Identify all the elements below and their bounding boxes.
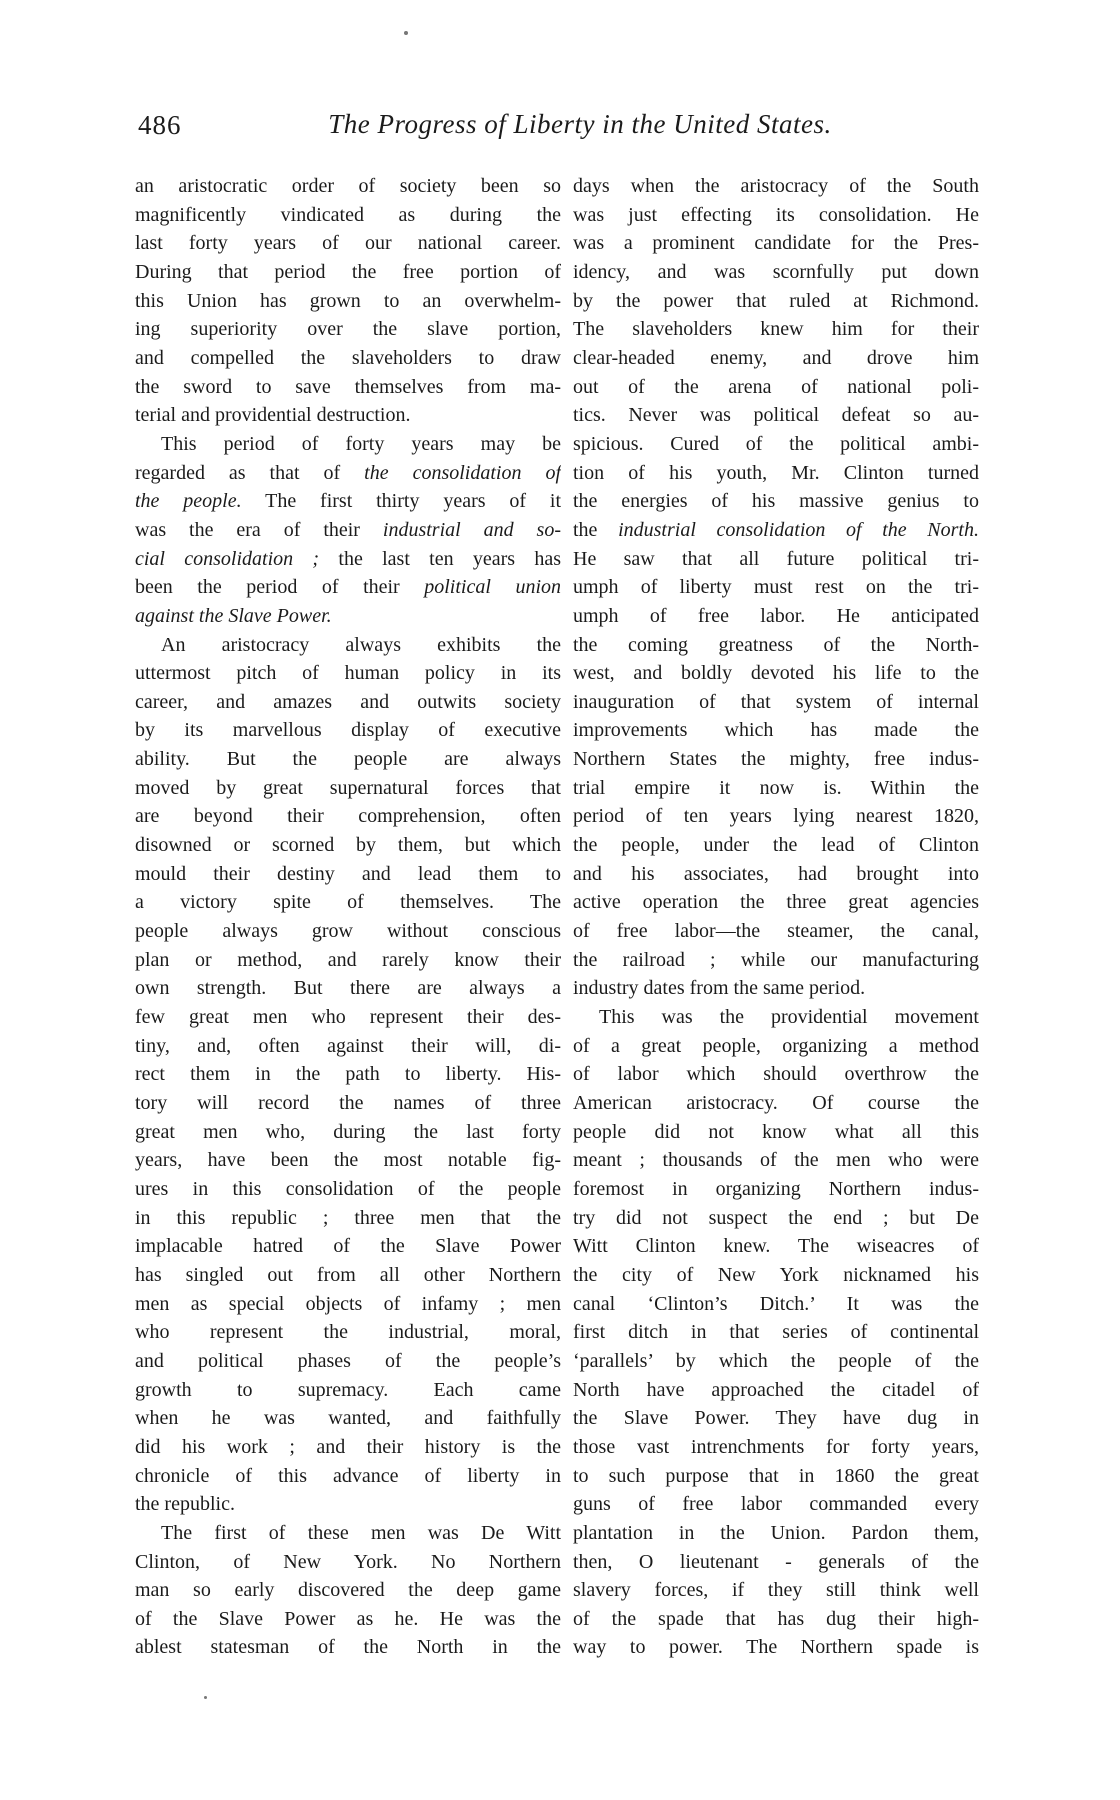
- text-line: are beyond their comprehension, often: [135, 805, 561, 828]
- text-line: first ditch in that series of continental: [573, 1321, 979, 1344]
- text-line: and political phases of the people’s: [135, 1349, 561, 1372]
- text-line: out of the arena of national poli-: [573, 375, 979, 398]
- text-line: own strength. But there are always a: [135, 977, 561, 1000]
- text-line: tiny, and, often against their will, di-: [135, 1034, 561, 1057]
- text-line: ures in this consolidation of the people: [135, 1177, 561, 1200]
- text-line: active operation the three great agencies: [573, 891, 979, 914]
- text-line: try did not suspect the end ; but De: [573, 1206, 979, 1229]
- text-line: slavery forces, if they still think well: [573, 1579, 979, 1602]
- text-line: when he was wanted, and faithfully: [135, 1407, 561, 1430]
- text-line: This period of forty years may be: [161, 432, 561, 455]
- text-line: great men who, during the last forty: [135, 1120, 561, 1143]
- text-line: chronicle of this advance of liberty in: [135, 1464, 561, 1487]
- text-line: ablest statesman of the North in the: [135, 1636, 561, 1659]
- text-line: improvements which has made the: [573, 719, 979, 742]
- text-line: uttermost pitch of human policy in its: [135, 662, 561, 685]
- text-line: against the Slave Power.: [135, 604, 332, 627]
- text-line: few great men who represent their des-: [135, 1006, 561, 1029]
- running-title: The Progress of Liberty in the United States.: [328, 109, 832, 139]
- text-line: magnificently vindicated as during the: [135, 203, 561, 226]
- text-line: cial consolidation ; the last ten years has: [135, 547, 561, 570]
- text-line: foremost in organizing Northern indus-: [573, 1177, 979, 1200]
- text-line: Clinton, of New York. No Northern: [135, 1550, 561, 1573]
- text-line: of the Slave Power as he. He was the: [135, 1607, 561, 1630]
- text-line: This was the providential movement: [599, 1006, 979, 1029]
- text-line: moved by great supernatural forces that: [135, 776, 561, 799]
- text-line: ability. But the people are always: [135, 748, 561, 771]
- text-line: by its marvellous display of executive: [135, 719, 561, 742]
- text-line: days when the aristocracy of the South: [573, 175, 979, 197]
- text-line: in this republic ; three men that the: [135, 1206, 561, 1229]
- text-line: the people, under the lead of Clinton: [573, 834, 979, 857]
- text-line: was the era of their industrial and so-: [135, 518, 561, 541]
- text-line: canal ‘Clinton’s Ditch.’ It was the: [573, 1292, 979, 1315]
- text-line: way to power. The Northern spade is: [573, 1636, 979, 1659]
- text-line: the people. The first thirty years of it: [135, 490, 561, 513]
- text-line: disowned or scorned by them, but which: [135, 834, 561, 857]
- text-line: this Union has grown to an overwhelm-: [135, 289, 561, 312]
- text-line: to such purpose that in 1860 the great: [573, 1464, 979, 1487]
- text-line: was a prominent candidate for the Pres-: [573, 232, 979, 255]
- text-line: the energies of his massive genius to: [573, 490, 979, 513]
- text-line: did his work ; and their history is the: [135, 1435, 561, 1458]
- text-line: and compelled the slaveholders to draw: [135, 346, 561, 369]
- text-line: the railroad ; while our manufacturing: [573, 948, 979, 971]
- text-line: ing superiority over the slave portion,: [135, 318, 561, 341]
- text-line: has singled out from all other Northern: [135, 1263, 561, 1286]
- text-line: trial empire it now is. Within the: [573, 776, 979, 799]
- text-line: ‘parallels’ by which the people of the: [573, 1349, 979, 1372]
- text-line: and his associates, had brought into: [573, 862, 979, 885]
- text-line: The first of these men was De Witt: [161, 1521, 561, 1544]
- text-line: the Slave Power. They have dug in: [573, 1407, 979, 1430]
- text-line: a victory spite of themselves. The: [135, 891, 561, 914]
- text-line: people always grow without conscious: [135, 920, 561, 943]
- text-line: tory will record the names of three: [135, 1092, 561, 1114]
- text-line: meant ; thousands of the men who were: [573, 1149, 979, 1172]
- text-line: mould their destiny and lead them to: [135, 862, 561, 885]
- text-line: the sword to save themselves from ma-: [135, 375, 561, 398]
- text-line: guns of free labor commanded every: [573, 1493, 979, 1516]
- scan-speck: [404, 31, 408, 35]
- text-line: umph of liberty must rest on the tri-: [573, 576, 979, 599]
- text-line: period of ten years lying nearest 1820,: [573, 805, 979, 828]
- text-line: last forty years of our national career.: [135, 232, 561, 255]
- text-line: the city of New York nicknamed his: [573, 1263, 979, 1286]
- text-line: of the spade that has dug their high-: [573, 1607, 979, 1630]
- text-line: Northern States the mighty, free indus-: [573, 748, 979, 771]
- text-line: the industrial consolidation of the North.: [573, 518, 979, 541]
- text-line: who represent the industrial, moral,: [135, 1321, 561, 1344]
- text-line: was just effecting its consolidation. He: [573, 203, 979, 226]
- text-line: career, and amazes and outwits society: [135, 690, 561, 713]
- text-line: tion of his youth, Mr. Clinton turned: [573, 461, 979, 484]
- text-line: implacable hatred of the Slave Power: [135, 1235, 561, 1258]
- text-line: plan or method, and rarely know their: [135, 948, 561, 971]
- text-line: He saw that all future political tri-: [573, 547, 979, 570]
- text-line: tics. Never was political defeat so au-: [573, 404, 979, 427]
- text-line: Witt Clinton knew. The wiseacres of: [573, 1235, 979, 1258]
- scan-speck: [204, 1696, 207, 1699]
- text-line: American aristocracy. Of course the: [573, 1092, 979, 1114]
- text-line: growth to supremacy. Each came: [135, 1378, 561, 1401]
- text-line: industry dates from the same period.: [573, 977, 866, 1000]
- right-text-column: [573, 172, 979, 1662]
- text-line: an aristocratic order of society been so: [135, 175, 561, 197]
- left-text-column: [135, 172, 561, 1662]
- text-line: clear-headed enemy, and drove him: [573, 346, 979, 369]
- text-line: of labor which should overthrow the: [573, 1063, 979, 1086]
- text-line: those vast intrenchments for forty years,: [573, 1435, 979, 1458]
- text-line: umph of free labor. He anticipated: [573, 604, 979, 627]
- text-line: of a great people, organizing a method: [573, 1034, 979, 1057]
- text-line: years, have been the most notable fig-: [135, 1149, 561, 1172]
- text-line: North have approached the citadel of: [573, 1378, 979, 1401]
- text-line: the coming greatness of the North-: [573, 633, 979, 656]
- text-line: man so early discovered the deep game: [135, 1579, 561, 1602]
- text-line: inauguration of that system of internal: [573, 690, 979, 713]
- text-line: been the period of their political union: [135, 576, 561, 599]
- text-line: people did not know what all this: [573, 1120, 979, 1143]
- text-line: regarded as that of the consolidation of: [135, 461, 561, 484]
- text-line: terial and providential destruction.: [135, 404, 411, 427]
- text-line: west, and boldly devoted his life to the: [573, 662, 979, 685]
- text-line: then, O lieutenant - generals of the: [573, 1550, 979, 1573]
- text-line: idency, and was scornfully put down: [573, 260, 979, 283]
- text-line: rect them in the path to liberty. His-: [135, 1063, 561, 1086]
- text-line: spicious. Cured of the political ambi-: [573, 432, 979, 455]
- page-number: 486: [138, 110, 182, 140]
- text-line: plantation in the Union. Pardon them,: [573, 1521, 979, 1544]
- text-line: by the power that ruled at Richmond.: [573, 289, 979, 312]
- text-line: During that period the free portion of: [135, 260, 561, 283]
- text-line: men as special objects of infamy ; men: [135, 1292, 561, 1315]
- text-line: the republic.: [135, 1493, 235, 1516]
- text-line: The slaveholders knew him for their: [573, 318, 979, 341]
- text-line: An aristocracy always exhibits the: [161, 633, 561, 656]
- text-line: of free labor—the steamer, the canal,: [573, 920, 979, 943]
